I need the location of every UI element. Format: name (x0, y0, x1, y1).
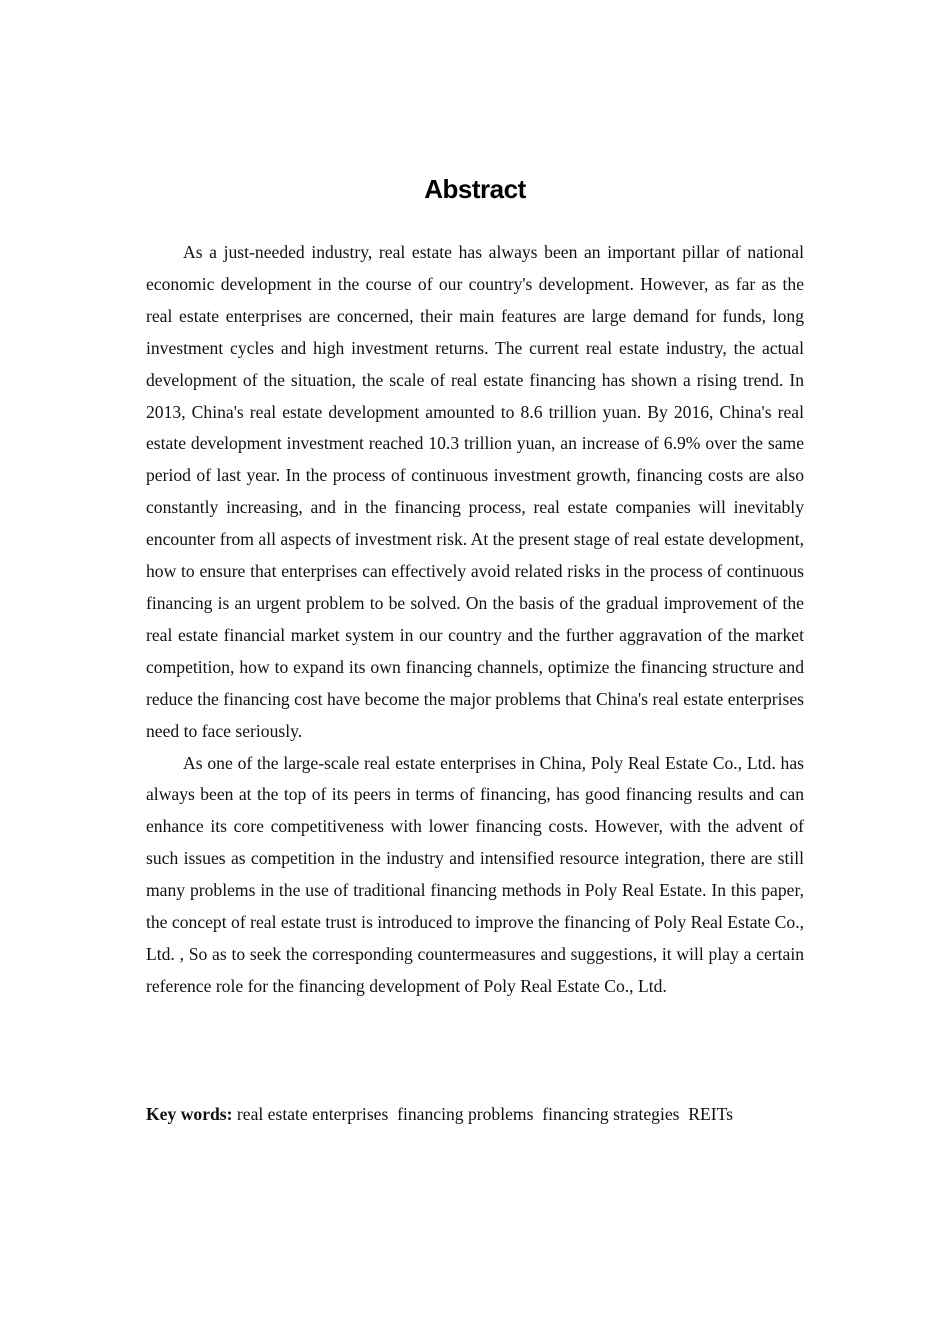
abstract-body (146, 237, 804, 1003)
abstract-paragraph-2: As one of the large-scale real estate enterprises in China, Poly Real Estate Co., Ltd. has always been at the top of its peers in terms of financing, has good financing results and can enhance its core competitiveness with lower financing costs. However, with the advent of such issues as competition in the industry and intensified resource integration, there are still many problems in the use of traditional financing methods in Poly Real Estate. In this paper, the concept of real estate trust is introduced to improve the financing of Poly Real Estate Co., Ltd. , So as to seek the corresponding countermeasures and suggestions, it will play a certain reference role for the financing development of Poly Real Estate Co., Ltd. (146, 752, 804, 996)
keywords-line (146, 1099, 846, 1131)
abstract-paragraph-1: As a just-needed industry, real estate has always been an important pillar of national economic development in the course of our country's development. However, as far as the real estate enterprises are concerned, their main features are large demand for funds, long investment cycles and high investment returns. The current real estate industry, the actual development of the situation, the scale of real estate financing has shown a rising trend. In 2013, China's real estate development amounted to 8.6 trillion yuan. By 2016, China's real estate development investment reached 10.3 trillion yuan, an increase of 6.9% over the same period of last year. In the process of continuous investment growth, financing costs are also constantly increasing, and in the financing process, real estate companies will inevitably encounter from all aspects of investment risk. At the present stage of real estate development, how to ensure that enterprises can effectively avoid related risks in the process of continuous financing is an urgent problem to be solved. On the basis of the gradual improvement of the real estate financial market system in our country and the further aggravation of the market competition, how to expand its own financing channels, optimize the financing structure and reduce the financing cost have become the major problems that China's real estate enterprises need to face seriously. (146, 242, 804, 741)
keywords-list: real estate enterprises financing problems financing strategies REITs (232, 1104, 734, 1124)
page-title: Abstract (424, 174, 526, 204)
keywords-label: Key words: (146, 1104, 233, 1124)
